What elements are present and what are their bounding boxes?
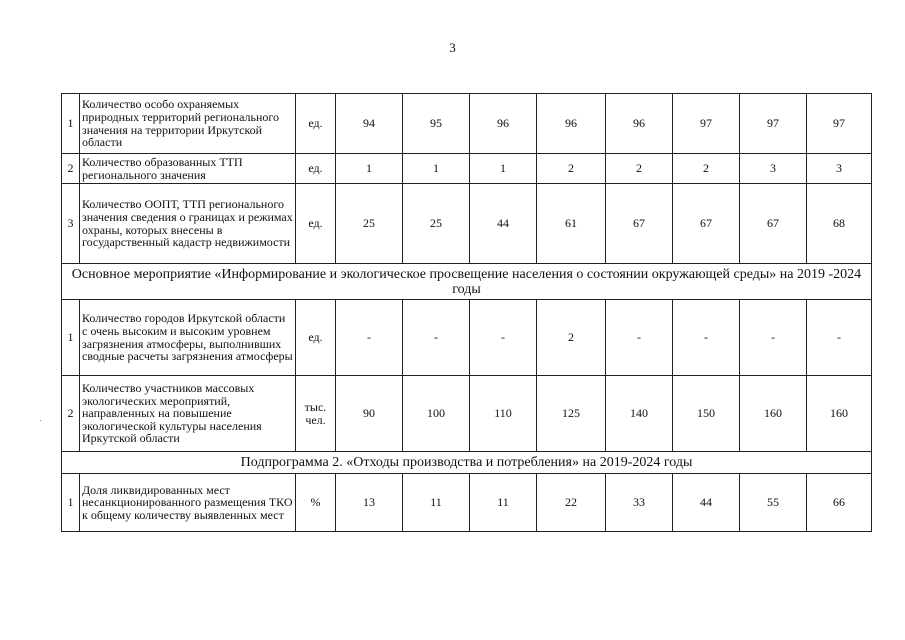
unit-cell: ед.	[296, 184, 336, 264]
value-cell: 160	[807, 376, 872, 452]
table-row	[62, 154, 872, 184]
value-cell: 13	[336, 474, 403, 532]
section-header-row	[62, 452, 872, 474]
value-cell: 97	[673, 94, 740, 154]
indicator-name: Доля ликвидированных мест несанкционированного размещения ТКО к общему количеству выявленных мест	[80, 474, 296, 532]
unit-cell: ед.	[296, 300, 336, 376]
value-cell: 25	[403, 184, 470, 264]
value-cell: 61	[537, 184, 606, 264]
value-cell: 25	[336, 184, 403, 264]
indicator-name: Количество ООПТ, ТТП регионального значения сведения о границах и режимах охраны, которых внесены в государственный кадастр недвижимости	[80, 184, 296, 264]
value-cell: 2	[606, 154, 673, 184]
value-cell: 2	[673, 154, 740, 184]
value-cell: -	[470, 300, 537, 376]
scan-speck	[40, 420, 41, 421]
value-cell: 3	[807, 154, 872, 184]
value-cell: 140	[606, 376, 673, 452]
value-cell: 66	[807, 474, 872, 532]
indicator-name: Количество образованных ТТП регионального значения	[80, 154, 296, 184]
value-cell: 67	[740, 184, 807, 264]
value-cell: 90	[336, 376, 403, 452]
value-cell: 110	[470, 376, 537, 452]
value-cell: 96	[606, 94, 673, 154]
value-cell: 11	[470, 474, 537, 532]
page-number: 3	[449, 40, 456, 55]
table-row	[62, 184, 872, 264]
unit-cell: тыс. чел.	[296, 376, 336, 452]
unit-cell: ед.	[296, 154, 336, 184]
unit-cell: ед.	[296, 94, 336, 154]
table-row	[62, 474, 872, 532]
value-cell: 3	[740, 154, 807, 184]
row-number: 1	[62, 300, 80, 376]
table-row	[62, 94, 872, 154]
indicator-table	[61, 93, 872, 532]
indicator-name: Количество городов Иркутской области с очень высоким и высоким уровнем загрязнения атмосферы, выполнивших сводные расчеты загрязнения атмосферы	[80, 300, 296, 376]
unit-cell: %	[296, 474, 336, 532]
row-number: 2	[62, 376, 80, 452]
value-cell: -	[807, 300, 872, 376]
value-cell: 100	[403, 376, 470, 452]
value-cell: 55	[740, 474, 807, 532]
value-cell: -	[740, 300, 807, 376]
value-cell: -	[403, 300, 470, 376]
indicator-name: Количество участников массовых экологических мероприятий, направленных на повышение экологической культуры населения Иркутской области	[80, 376, 296, 452]
value-cell: 95	[403, 94, 470, 154]
value-cell: -	[673, 300, 740, 376]
section-title: Основное мероприятие «Информирование и экологическое просвещение населения о состоянии окружающей среды» на 2019 -2024 годы	[62, 264, 872, 300]
value-cell: 67	[673, 184, 740, 264]
indicator-name: Количество особо охраняемых природных территорий регионального значения на территории Иркутской области	[80, 94, 296, 154]
value-cell: 1	[336, 154, 403, 184]
value-cell: 67	[606, 184, 673, 264]
value-cell: 2	[537, 154, 606, 184]
value-cell: 68	[807, 184, 872, 264]
value-cell: 97	[807, 94, 872, 154]
section-title: Подпрограмма 2. «Отходы производства и потребления» на 2019-2024 годы	[62, 452, 872, 474]
value-cell: 44	[673, 474, 740, 532]
row-number: 3	[62, 184, 80, 264]
value-cell: 1	[470, 154, 537, 184]
value-cell: 150	[673, 376, 740, 452]
value-cell: 22	[537, 474, 606, 532]
value-cell: 96	[537, 94, 606, 154]
value-cell: -	[606, 300, 673, 376]
row-number: 2	[62, 154, 80, 184]
value-cell: 94	[336, 94, 403, 154]
value-cell: 33	[606, 474, 673, 532]
value-cell: 160	[740, 376, 807, 452]
value-cell: 125	[537, 376, 606, 452]
value-cell: 96	[470, 94, 537, 154]
row-number: 1	[62, 474, 80, 532]
value-cell: 11	[403, 474, 470, 532]
value-cell: 97	[740, 94, 807, 154]
table-row	[62, 376, 872, 452]
row-number: 1	[62, 94, 80, 154]
value-cell: -	[336, 300, 403, 376]
value-cell: 44	[470, 184, 537, 264]
table-row	[62, 300, 872, 376]
section-header-row	[62, 264, 872, 300]
value-cell: 1	[403, 154, 470, 184]
value-cell: 2	[537, 300, 606, 376]
